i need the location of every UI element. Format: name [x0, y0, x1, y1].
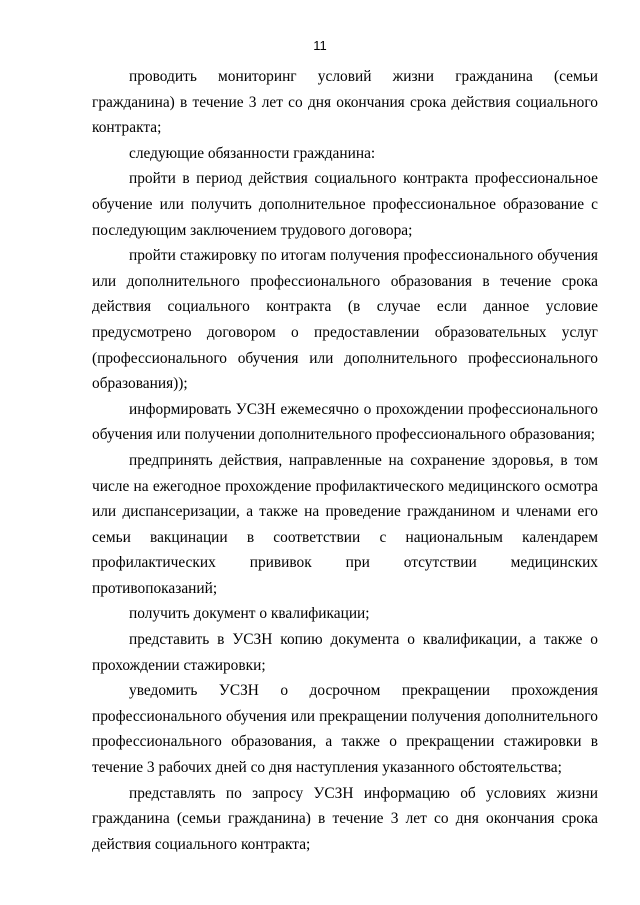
paragraph: уведомить УСЗН о досрочном прекращении прохождения профессионального обучения или прекращении получения дополнительного профессионального образования, а также о прекращении стажировки в течение 3 рабочих дней со дня наступления указанного обстоятельства; — [92, 682, 598, 777]
paragraph: пройти стажировку по итогам получения профессионального обучения или дополнительного профессионального образования в течение срока действия социального контракта (в случае если данное условие предусмотрено договором о предоставлении образовательных услуг (профессионального обучения или дополнительного профессионального образования)); — [92, 247, 598, 393]
paragraph: информировать УСЗН ежемесячно о прохождении профессионального обучения или получении дополнительного профессионального образования; — [92, 400, 598, 444]
paragraph: пройти в период действия социального контракта профессиональное обучение или получить дополнительное профессиональное образование с последующим заключением трудового договора; — [92, 170, 598, 239]
paragraph: представлять по запросу УСЗН информацию об условиях жизни гражданина (семьи гражданина) в течение 3 лет со дня окончания срока действия социального контракта; — [92, 784, 598, 853]
paragraph: следующие обязанности гражданина: — [129, 144, 376, 162]
paragraph: получить документ о квалификации; — [129, 605, 370, 623]
page-number: 11 — [313, 38, 327, 53]
paragraph: представить в УСЗН копию документа о квалификации, а также о прохождении стажировки; — [92, 631, 598, 674]
paragraph: предпринять действия, направленные на сохранение здоровья, в том числе на ежегодное прохождение профилактического медицинского осмотра или диспансеризации, а также на проведение гражданином и членами его семьи вакцинации в соответствии с национальным календарем профилактических прививок при отсутствии медицинских противопоказаний; — [92, 451, 598, 597]
paragraph: проводить мониторинг условий жизни гражданина (семьи гражданина) в течение 3 лет со дня окончания срока действия социального контракта; — [92, 68, 598, 137]
document-body — [92, 64, 598, 857]
